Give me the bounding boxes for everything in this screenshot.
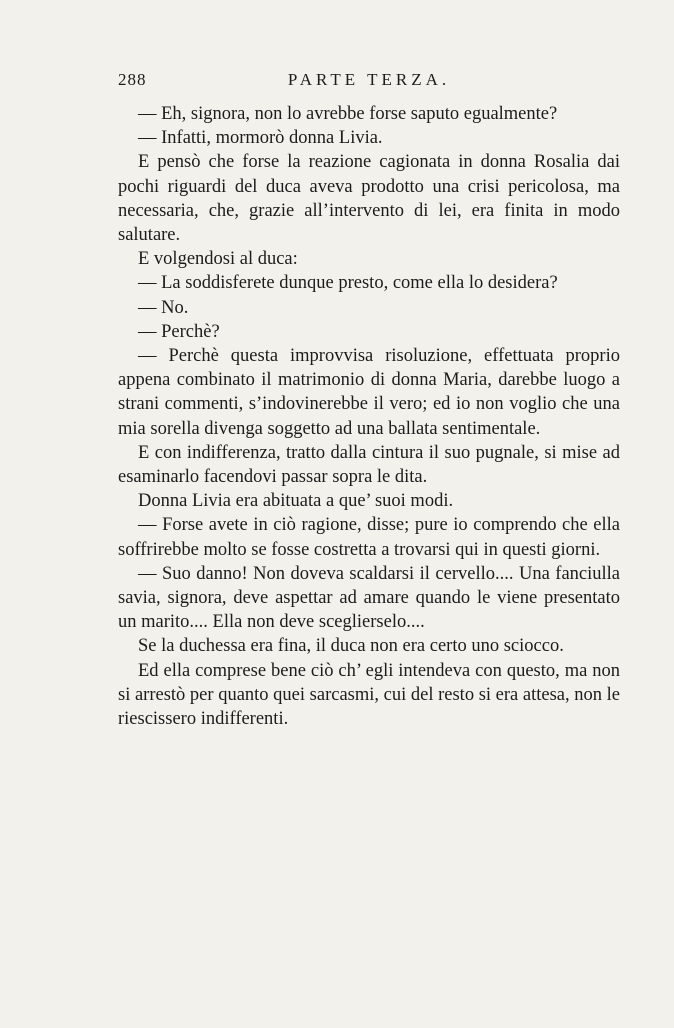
paragraph: — La soddisferete dunque presto, come ella lo desidera? <box>138 273 558 294</box>
paragraph: Ed ella comprese bene ciò ch’ egli intendeva con questo, ma non si arrestò per quanto quei sarcasmi, cui del resto si era attesa, non le riescissero indifferenti. <box>118 660 620 730</box>
paragraph: Se la duchessa era fina, il duca non era certo uno sciocco. <box>138 636 564 657</box>
paragraph: E pensò che forse la reazione cagionata in donna Rosalia dai pochi riguardi del duca aveva prodotto una crisi pericolosa, ma necessaria, che, grazie all’intervento di lei, era finita in modo salutare. <box>118 152 620 246</box>
paragraph: — Perchè? <box>138 321 220 342</box>
page-header <box>118 70 620 100</box>
paragraph: — Infatti, mormorò donna Livia. <box>138 128 383 149</box>
paragraph: — Suo danno! Non doveva scaldarsi il cervello.... Una fanciulla savia, signora, deve aspettar ad amare quando le viene presentato un marito.... Ella non deve sceglierselo.... <box>118 563 620 633</box>
paragraph: — Perchè questa improvvisa risoluzione, effettuata proprio appena combinato il matrimonio di donna Maria, darebbe luogo a strani commenti, s’indovinerebbe il vero; ed io non voglio che una mia sorella divenga soggetto ad una ballata sentimentale. <box>118 346 620 439</box>
paragraph: Donna Livia era abituata a que’ suoi modi. <box>138 491 454 512</box>
page-number: 288 <box>118 70 147 89</box>
running-head: PARTE TERZA. <box>287 70 451 89</box>
body-text <box>118 102 620 731</box>
paragraph: — Forse avete in ciò ragione, disse; pure io comprendo che ella soffrirebbe molto se fosse costretta a trovarsi qui in questi giorni. <box>118 515 620 560</box>
paragraph: — No. <box>138 297 189 318</box>
paragraph: E con indifferenza, tratto dalla cintura il suo pugnale, si mise ad esaminarlo facendovi passar sopra le dita. <box>118 442 620 488</box>
paragraph: E volgendosi al duca: <box>138 249 298 270</box>
paragraph: — Eh, signora, non lo avrebbe forse saputo egualmente? <box>138 104 558 124</box>
